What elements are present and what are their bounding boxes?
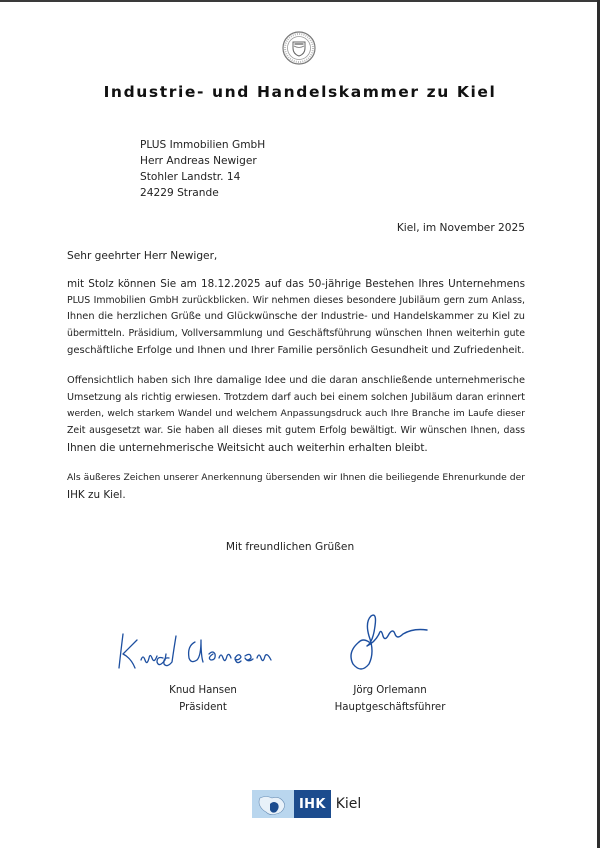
recipient-street: Stohler Landstr. 14 <box>140 171 241 183</box>
paragraph-line: Zeit ausgesetzt war. Sie haben all dieses mit gutem Erfolg bewältigt. Wir wünschen Ihnen, dass <box>67 425 525 437</box>
scan-border-top <box>0 0 600 2</box>
body-paragraph-2 <box>67 373 525 457</box>
paragraph-line: Offensichtlich haben sich Ihre damalige Idee und die daran anschließende unternehmerische <box>67 375 525 386</box>
paragraph-line: Ihnen die herzlichen Grüße und Glückwünsche der Industrie- und Handelskammer zu Kiel zu <box>67 311 525 323</box>
paragraph-line: mit Stolz können Sie am 18.12.2025 auf das 50-jährige Bestehen Ihres Unternehmens <box>67 278 525 290</box>
signatory-title: Hauptgeschäftsführer <box>334 702 446 713</box>
closing-phrase <box>0 541 600 553</box>
paragraph-line: geschäftliche Erfolge und Ihnen und Ihrer Familie persönlich Gesundheit und Zufriedenheit. <box>67 344 525 356</box>
signature-knud-hansen <box>113 628 288 673</box>
recipient-name: Herr Andreas Newiger <box>140 155 257 167</box>
signatory-1 <box>123 682 283 716</box>
paragraph-line: übermitteln. Präsidium, Vollversammlung und Geschäftsführung wünschen Ihnen weiterhin gute <box>67 328 525 340</box>
paragraph-line: IHK zu Kiel. <box>67 488 126 501</box>
paragraph-line: Als äußeres Zeichen unserer Anerkennung übersenden wir Ihnen die beiliegende Ehrenurkunde der <box>67 472 525 483</box>
signatory-name: Jörg Orlemann <box>353 685 427 696</box>
ihk-kiel-logo <box>252 789 361 819</box>
body-paragraph-3 <box>67 470 525 503</box>
signatory-title: Präsident <box>179 702 227 713</box>
signatory-name: Knud Hansen <box>169 685 237 696</box>
logo-abbreviation: IHK <box>294 790 331 818</box>
recipient-address <box>140 137 265 201</box>
logo-city: Kiel <box>335 796 362 812</box>
recipient-company: PLUS Immobilien GmbH <box>140 139 266 151</box>
salutation: Sehr geehrter Herr Newiger, <box>67 250 218 262</box>
ihk-seal-icon <box>282 31 316 65</box>
paragraph-line: PLUS Immobilien GmbH zurückblicken. Wir nehmen dieses besondere Jubiläum gern zum Anlass, <box>67 294 525 306</box>
paragraph-line: werden, welch starkem Wandel und welchem Anpassungsdruck auch Ihre Branche im Laufe dieser <box>67 408 525 420</box>
signature-joerg-orlemann <box>345 612 433 674</box>
schleswig-holstein-map-icon <box>252 790 294 818</box>
recipient-city: 24229 Strande <box>140 187 219 199</box>
paragraph-line: Ihnen die unternehmerische Weitsicht auch weiterhin erhalten bleibt. <box>67 441 428 454</box>
body-paragraph-1 <box>67 276 525 360</box>
organization-title: Industrie- und Handelskammer zu Kiel <box>103 83 497 101</box>
date-line: Kiel, im November 2025 <box>396 222 525 234</box>
closing-text: Mit freundlichen Grüßen <box>225 541 355 553</box>
paragraph-line: Umsetzung als richtig erwiesen. Trotzdem darf auch bei einem solchen Jubiläum daran erinnert <box>67 391 525 403</box>
signatory-2 <box>310 682 470 716</box>
